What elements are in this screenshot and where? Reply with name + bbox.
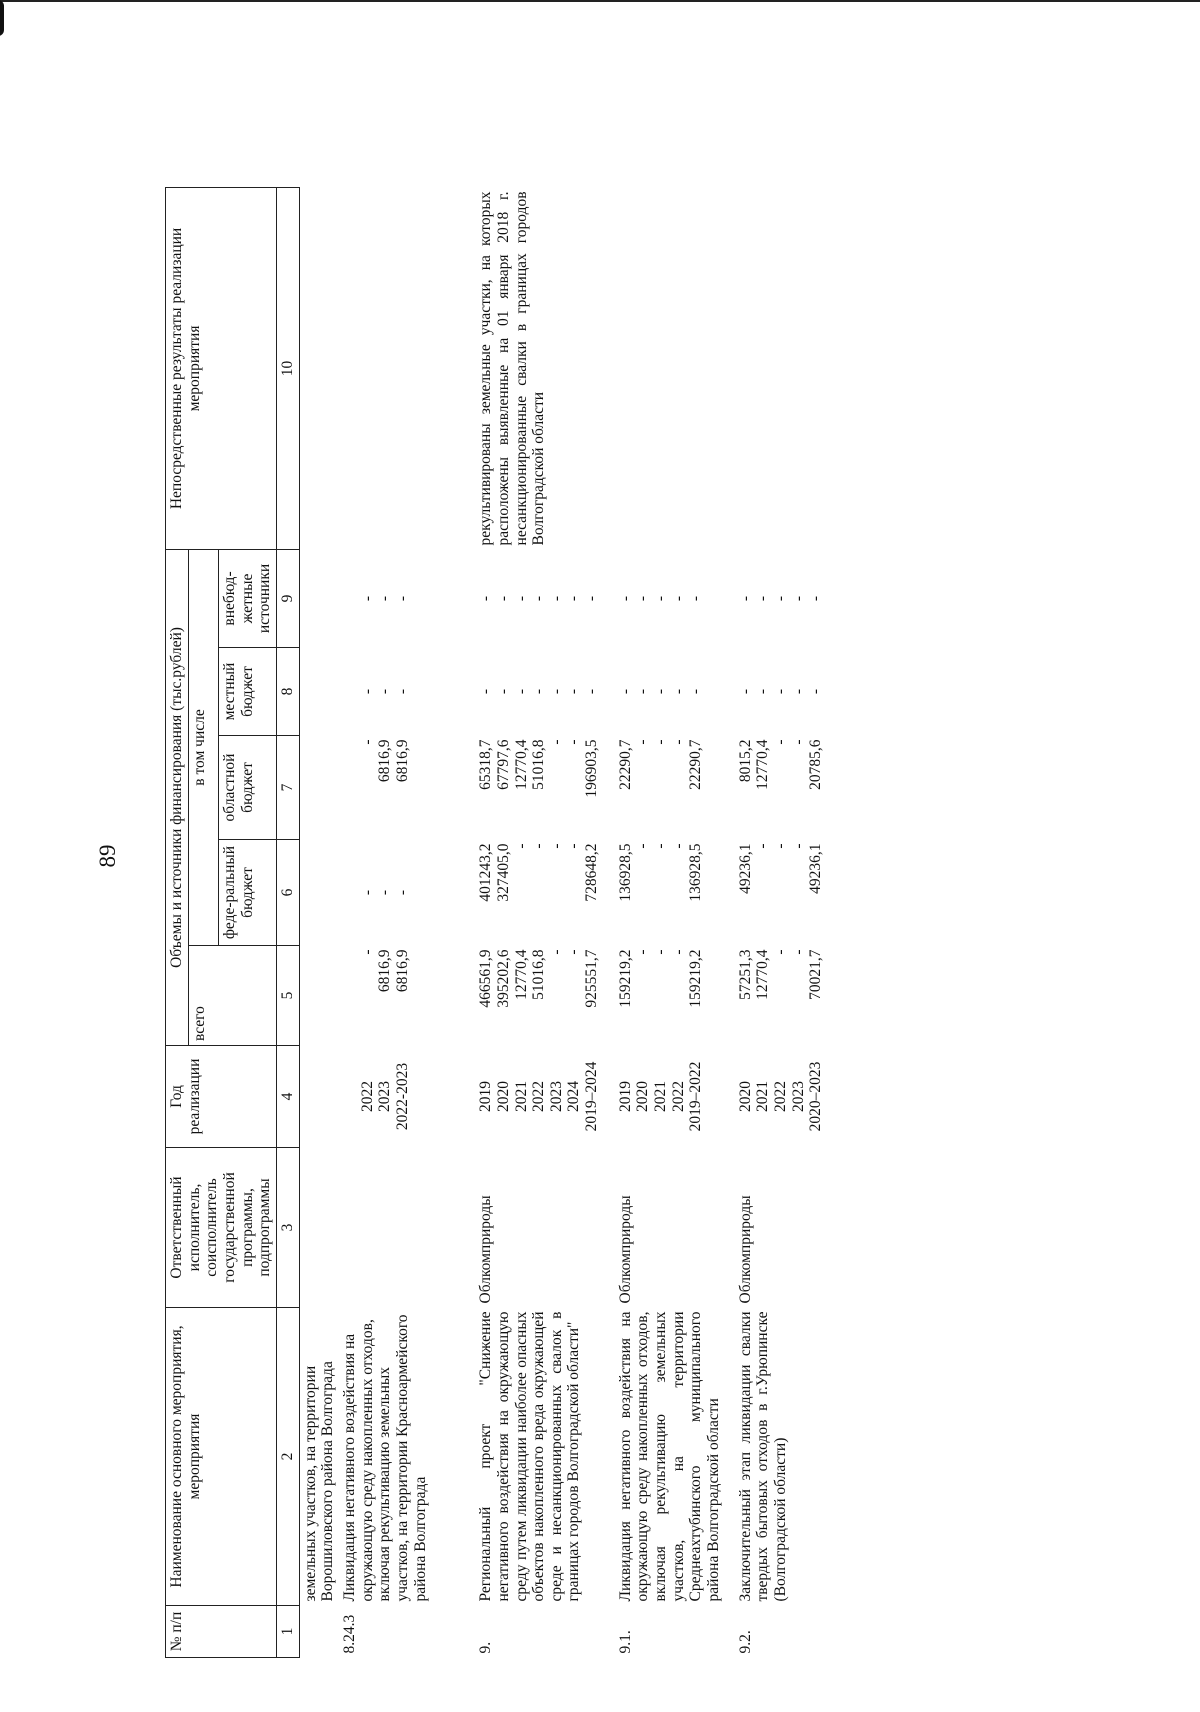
row-extra: - - - — [358, 595, 411, 602]
header-year: Год реализации — [166, 1046, 277, 1148]
row-extra — [299, 549, 339, 647]
row-years — [299, 1046, 339, 1148]
row-regional: 65318,7 67797,6 12770,4 51016,8 - - 196903,5 — [477, 739, 601, 798]
row-extra: - - - - - — [736, 595, 825, 602]
row-num: 9.2. — [736, 1630, 754, 1654]
row-executor: Облкомприроды — [736, 1195, 754, 1304]
row-extra: - - - - - — [616, 595, 705, 602]
row-years: 2020 2021 2022 2023 2020–2023 — [736, 1061, 825, 1132]
rotated-table-sheet — [165, 188, 1200, 1658]
page-top-border — [0, 0, 1200, 2]
col-number-1: 1 — [276, 1606, 299, 1658]
col-number-8: 8 — [276, 648, 299, 736]
header-federal: феде-ральный бюджет — [218, 840, 276, 946]
col-number-3: 3 — [276, 1148, 299, 1308]
row-federal: 136928,5 - - - 136928,5 — [616, 843, 705, 902]
header-funding-group: Объемы и источники финансирования (тыс.рублей) — [166, 549, 189, 1045]
header-regional: областной бюджет — [218, 736, 276, 840]
row-total: 159219,2 - - - 159219,2 — [616, 949, 705, 1008]
row-total: - 6816,9 6816,9 — [358, 949, 411, 993]
row-federal — [299, 840, 339, 946]
row-num — [299, 1606, 339, 1658]
row-years: 2022 2023 2022-2023 — [358, 1062, 411, 1131]
row-result: рекультивированы земельные участки, на которых расположены выявленные на 01 января 2018 г. несанкционированные свалки в границах городов Волгоградской области — [477, 191, 548, 546]
col-number-4: 4 — [276, 1046, 299, 1148]
table-row — [339, 187, 431, 1657]
scan-edge-mark — [0, 0, 4, 36]
row-result — [725, 187, 827, 549]
row-regional: 22290,7 - - - 22290,7 — [616, 739, 705, 790]
header-executor: Ответственный исполнитель, соисполнитель государственной программы, подпрограммы — [166, 1148, 277, 1308]
row-total: 57251,3 12770,4 - - 70021,7 — [736, 949, 825, 1000]
header-total: всего — [188, 946, 276, 1046]
row-executor — [339, 1148, 431, 1308]
col-number-7: 7 — [276, 736, 299, 840]
row-executor: Облкомприроды — [477, 1195, 495, 1304]
row-total: 466561,9 395202,6 12770,4 51016,8 - - 925551,7 — [477, 949, 601, 1008]
col-number-5: 5 — [276, 946, 299, 1046]
row-federal: 401243,2 327405,0 - - - - 728648,2 — [477, 843, 601, 902]
funding-table — [165, 187, 827, 1658]
header-local: местный бюджет — [218, 648, 276, 736]
page-number: 89 — [95, 844, 120, 868]
row-federal: 49236,1 - - - 49236,1 — [736, 843, 825, 894]
row-result — [339, 187, 431, 549]
row-federal: - - - — [358, 889, 411, 896]
row-years: 2019 2020 2021 2022 2023 2024 2019–2024 — [477, 1061, 601, 1132]
row-num: 9.1. — [616, 1630, 634, 1654]
row-name: Региональный проект "Снижение негативного воздействия на окружающую среду путем ликвидации наиболее опасных объектов накопленного вреда окружающей среде и несанкционированных свалок в границах городов Волгоградской области" — [477, 1311, 583, 1602]
row-name: Ликвидация негативного воздействия на окружающую среду накопленных отходов, включая рекультивацию земельных участков, на территории Красноармейского района Волгограда — [340, 1314, 429, 1602]
table-row — [299, 187, 339, 1657]
row-name: земельных участков, на территории Ворошиловского района Волгограда — [301, 1361, 337, 1602]
row-years: 2019 2020 2021 2022 2019–2022 — [616, 1061, 705, 1132]
table-row — [603, 187, 725, 1657]
row-regional: - 6816,9 6816,9 — [358, 739, 411, 783]
row-result — [603, 187, 725, 549]
header-including: в том числе — [188, 549, 218, 945]
col-number-2: 2 — [276, 1308, 299, 1606]
col-number-10: 10 — [276, 187, 299, 549]
row-executor: Облкомприроды — [616, 1195, 634, 1304]
header-extra: внебюд-жетные источники — [218, 549, 276, 647]
row-regional — [299, 736, 339, 840]
row-local: - - - - - — [736, 688, 825, 695]
table-row — [475, 187, 603, 1657]
row-num: 9. — [477, 1641, 495, 1654]
row-regional: 8015,2 12770,4 - - 20785,6 — [736, 739, 825, 790]
row-local: - - - - - - - — [477, 688, 601, 695]
table-row — [725, 187, 827, 1657]
row-extra: - - - - - - - — [477, 595, 601, 602]
row-local: - - - — [358, 688, 411, 695]
row-name: Заключительный этап ликвидации свалки твердых бытовых отходов в г.Урюпинске (Волгоградской области) — [736, 1311, 790, 1602]
header-num: № п/п — [166, 1606, 277, 1658]
row-total — [299, 946, 339, 1046]
row-result — [299, 187, 339, 549]
col-number-6: 6 — [276, 840, 299, 946]
row-executor — [299, 1148, 339, 1308]
row-num: 8.24.3 — [340, 1614, 358, 1654]
header-results: Непосредственные результаты реализации мероприятия — [166, 187, 277, 549]
col-number-9: 9 — [276, 549, 299, 647]
row-local: - - - - - — [616, 688, 705, 695]
row-name: Ликвидация негативного воздействия на окружающую среду накопленных отходов, включая рекультивацию земельных участков, на территории Среднеахтубинского муниципального района Волгоградской области — [616, 1311, 723, 1602]
header-name: Наименование основного мероприятия, мероприятия — [166, 1308, 277, 1606]
row-local — [299, 648, 339, 736]
